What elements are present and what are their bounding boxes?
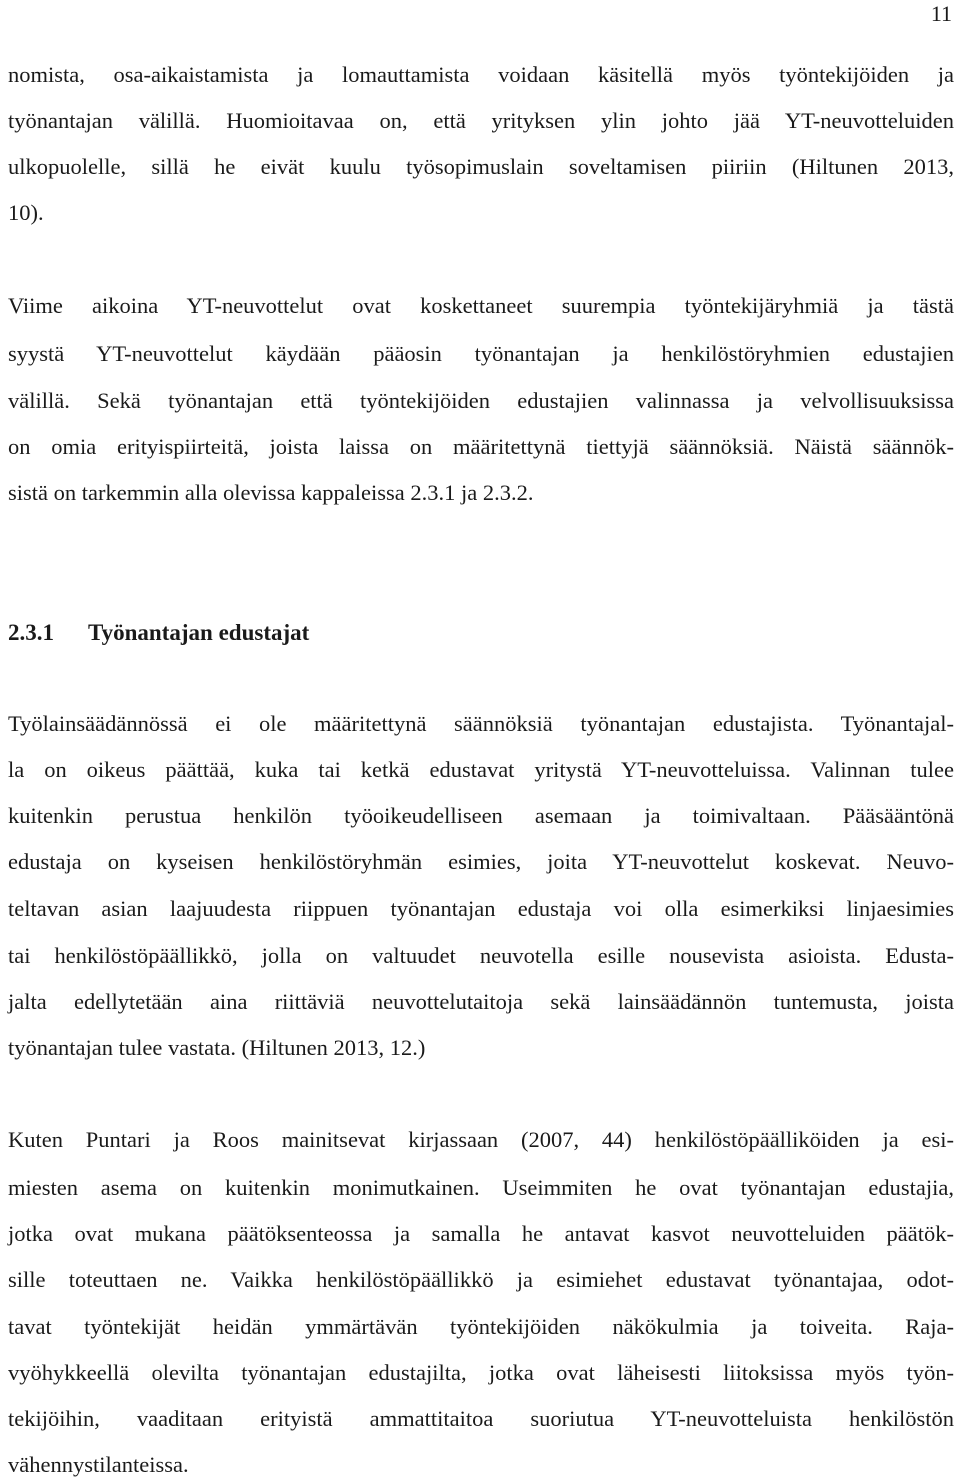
text-line: vähennystilanteissa.: [8, 1452, 189, 1477]
text-line: edustaja on kyseisen henkilöstöryhmän esimies, joita YT-neuvottelut koskevat. Neuvo-: [8, 849, 954, 874]
text-line: sistä on tarkemmin alla olevissa kappaleissa 2.3.1 ja 2.3.2.: [8, 480, 534, 505]
text-line: sille toteuttaen ne. Vaikka henkilöstöpäällikkö ja esimiehet edustavat työnantajaa, odot-: [8, 1267, 954, 1292]
text-line: tavat työntekijät heidän ymmärtävän työntekijöiden näkökulmia ja toiveita. Raja-: [8, 1314, 954, 1339]
text-line: välillä. Sekä työnantajan että työntekijöiden edustajien valinnassa ja velvollisuuksissa: [8, 388, 954, 413]
text-line: syystä YT-neuvottelut käydään pääosin työnantajan ja henkilöstöryhmien edustajien: [8, 341, 954, 366]
text-line: kuitenkin perustua henkilön työoikeudelliseen asemaan ja toimivaltaan. Pääsääntönä: [8, 803, 954, 828]
text-line: Kuten Puntari ja Roos mainitsevat kirjassaan (2007, 44) henkilöstöpäälliköiden ja esi-: [8, 1127, 954, 1152]
page-number: 11: [930, 1, 952, 26]
text-line: nomista, osa-aikaistamista ja lomauttamista voidaan käsitellä myös työntekijöiden ja: [8, 62, 954, 87]
text-line: on omia erityispiirteitä, joista laissa on määritettynä tiettyjä säännöksiä. Näistä säännök-: [8, 434, 954, 459]
text-line: la on oikeus päättää, kuka tai ketkä edustavat yritystä YT-neuvotteluissa. Valinnan tulee: [8, 757, 954, 782]
text-line: tai henkilöstöpäällikkö, jolla on valtuudet neuvotella esille nousevista asioista. Edusta-: [8, 943, 954, 968]
text-line: jalta edellytetään aina riittäviä neuvottelutaitoja sekä lainsäädännön tuntemusta, joista: [8, 989, 954, 1014]
text-line: työnantajan tulee vastata. (Hiltunen 2013, 12.): [8, 1035, 426, 1060]
text-line: vyöhykkeellä olevilta työnantajan edustajilta, jotka ovat läheisesti liitoksissa myös työn-: [8, 1360, 954, 1385]
text-line: teltavan asian laajuudesta riippuen työnantajan edustaja voi olla esimerkiksi linjaesimies: [8, 896, 954, 921]
section-heading: [8, 618, 309, 648]
text-line: jotka ovat mukana päätöksenteossa ja samalla he antavat kasvot neuvotteluiden päätök-: [8, 1221, 954, 1246]
text-line: työnantajan välillä. Huomioitavaa on, että yrityksen ylin johto jää YT-neuvotteluiden: [8, 108, 954, 133]
text-line: tekijöihin, vaaditaan erityistä ammattitaitoa suoriutua YT-neuvotteluista henkilöstön: [8, 1406, 954, 1431]
section-number: 2.3.1: [8, 620, 54, 645]
text-line: miesten asema on kuitenkin monimutkainen. Useimmiten he ovat työnantajan edustajia,: [8, 1175, 954, 1200]
section-title: Työnantajan edustajat: [88, 620, 310, 645]
text-line: Viime aikoina YT-neuvottelut ovat koskettaneet suurempia työntekijäryhmiä ja tästä: [8, 293, 954, 318]
text-line: 10).: [8, 200, 44, 225]
text-line: ulkopuolelle, sillä he eivät kuulu työsopimuslain soveltamisen piiriin (Hiltunen 2013,: [8, 154, 954, 179]
text-line: Työlainsäädännössä ei ole määritettynä säännöksiä työnantajan edustajista. Työnantajal-: [8, 711, 954, 736]
